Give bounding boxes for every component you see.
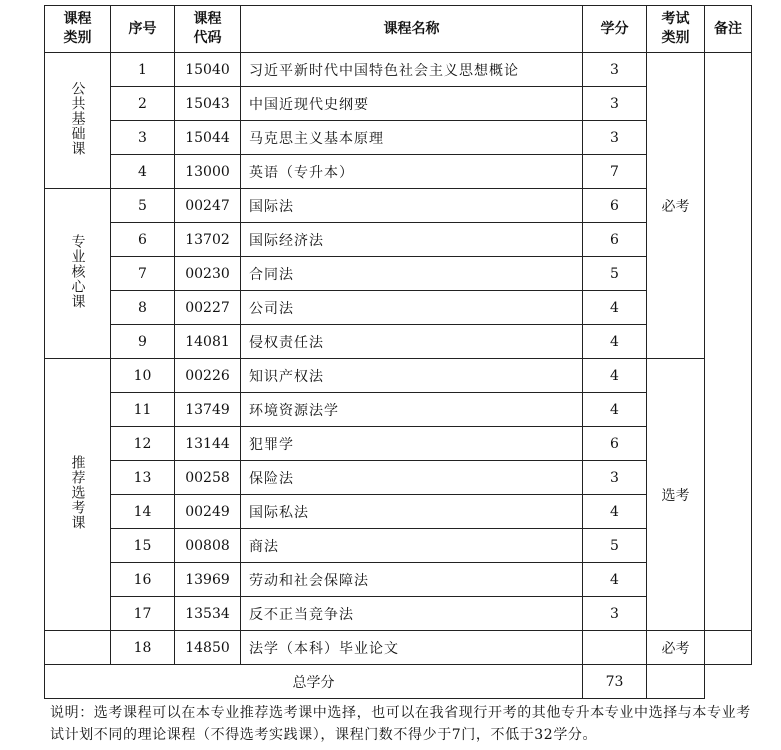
table-row	[45, 359, 752, 393]
category-recommended: 推荐选考课	[45, 359, 111, 631]
cell-credits: 3	[583, 53, 647, 87]
cell-seq: 18	[111, 631, 175, 665]
cell-credits: 5	[583, 529, 647, 563]
header-code: 课程 代码	[175, 6, 241, 53]
cell-code: 14081	[175, 325, 241, 359]
table-row-thesis	[45, 631, 752, 665]
cell-seq: 9	[111, 325, 175, 359]
cell-credits: 4	[583, 393, 647, 427]
cell-code: 14850	[175, 631, 241, 665]
category-empty	[45, 631, 111, 665]
total-row	[45, 665, 752, 699]
cell-code: 00230	[175, 257, 241, 291]
header-credits: 学分	[583, 6, 647, 53]
cell-name: 国际经济法	[241, 223, 583, 257]
cell-seq: 13	[111, 461, 175, 495]
table-row	[45, 223, 752, 257]
cell-credits: 7	[583, 155, 647, 189]
cell-credits: 3	[583, 461, 647, 495]
cell-name: 国际法	[241, 189, 583, 223]
cell-credits: 4	[583, 495, 647, 529]
table-row	[45, 155, 752, 189]
cell-code: 00258	[175, 461, 241, 495]
cell-name: 犯罪学	[241, 427, 583, 461]
cell-name: 马克思主义基本原理	[241, 121, 583, 155]
category-public: 公共基础课	[45, 53, 111, 189]
table-row	[45, 461, 752, 495]
cell-name: 习近平新时代中国特色社会主义思想概论	[241, 53, 583, 87]
header-name: 课程名称	[241, 6, 583, 53]
header-seq: 序号	[111, 6, 175, 53]
cell-credits: 6	[583, 427, 647, 461]
cell-credits: 3	[583, 121, 647, 155]
cell-name: 反不正当竞争法	[241, 597, 583, 631]
cell-code: 13702	[175, 223, 241, 257]
cell-code: 13000	[175, 155, 241, 189]
table-row	[45, 121, 752, 155]
header-row	[45, 6, 752, 53]
table-row	[45, 189, 752, 223]
cell-code: 13144	[175, 427, 241, 461]
cell-seq: 3	[111, 121, 175, 155]
header-category: 课程 类别	[45, 6, 111, 53]
total-value: 73	[583, 665, 647, 699]
table-row	[45, 427, 752, 461]
table-row	[45, 325, 752, 359]
total-label: 总学分	[45, 665, 583, 699]
table-row	[45, 393, 752, 427]
cell-seq: 6	[111, 223, 175, 257]
header-remark: 备注	[705, 6, 752, 53]
cell-seq: 15	[111, 529, 175, 563]
cell-code: 15044	[175, 121, 241, 155]
cell-seq: 2	[111, 87, 175, 121]
cell-seq: 4	[111, 155, 175, 189]
cell-name: 知识产权法	[241, 359, 583, 393]
cell-name: 英语（专升本）	[241, 155, 583, 189]
cell-code: 00226	[175, 359, 241, 393]
cell-code: 13969	[175, 563, 241, 597]
cell-seq: 17	[111, 597, 175, 631]
cell-seq: 1	[111, 53, 175, 87]
footnote: 说明：选考课程可以在本专业推荐选考课中选择，也可以在我省现行开考的其他专升本专业中选择与本专业考试计划不同的理论课程（不得选考实践课），课程门数不得少于7门，不低于32学分。	[50, 705, 751, 743]
course-plan-table	[44, 5, 752, 699]
cell-code: 00247	[175, 189, 241, 223]
cell-seq: 8	[111, 291, 175, 325]
cell-code: 13534	[175, 597, 241, 631]
table-row	[45, 53, 752, 87]
cell-name: 劳动和社会保障法	[241, 563, 583, 597]
cell-name: 保险法	[241, 461, 583, 495]
table-row	[45, 529, 752, 563]
cell-seq: 10	[111, 359, 175, 393]
cell-code: 13749	[175, 393, 241, 427]
cell-credits: 6	[583, 189, 647, 223]
exam-elective: 选考	[647, 359, 705, 631]
table-row	[45, 291, 752, 325]
cell-credits: 4	[583, 359, 647, 393]
exam-thesis: 必考	[647, 631, 705, 665]
remark-cell	[705, 53, 752, 631]
cell-seq: 11	[111, 393, 175, 427]
cell-credits: 4	[583, 563, 647, 597]
cell-name: 中国近现代史纲要	[241, 87, 583, 121]
header-exam: 考试 类别	[647, 6, 705, 53]
cell-seq: 5	[111, 189, 175, 223]
cell-name: 商法	[241, 529, 583, 563]
cell-name: 环境资源法学	[241, 393, 583, 427]
cell-code: 15043	[175, 87, 241, 121]
cell-credits	[583, 631, 647, 665]
table-row	[45, 87, 752, 121]
category-core: 专业核心课	[45, 189, 111, 359]
table-row	[45, 257, 752, 291]
cell-name: 国际私法	[241, 495, 583, 529]
cell-credits: 3	[583, 87, 647, 121]
cell-code: 15040	[175, 53, 241, 87]
cell-seq: 7	[111, 257, 175, 291]
cell-name: 合同法	[241, 257, 583, 291]
cell-credits: 6	[583, 223, 647, 257]
cell-credits: 5	[583, 257, 647, 291]
table-row	[45, 597, 752, 631]
cell-code: 00227	[175, 291, 241, 325]
exam-required: 必考	[647, 53, 705, 359]
table-row	[45, 495, 752, 529]
cell-seq: 16	[111, 563, 175, 597]
table-row	[45, 563, 752, 597]
cell-name: 公司法	[241, 291, 583, 325]
cell-seq: 12	[111, 427, 175, 461]
cell-name: 法学（本科）毕业论文	[241, 631, 583, 665]
cell-seq: 14	[111, 495, 175, 529]
total-exam-empty	[647, 665, 705, 699]
cell-credits: 4	[583, 325, 647, 359]
cell-code: 00249	[175, 495, 241, 529]
cell-credits: 4	[583, 291, 647, 325]
remark-thesis	[705, 631, 752, 665]
cell-name: 侵权责任法	[241, 325, 583, 359]
cell-code: 00808	[175, 529, 241, 563]
cell-credits: 3	[583, 597, 647, 631]
